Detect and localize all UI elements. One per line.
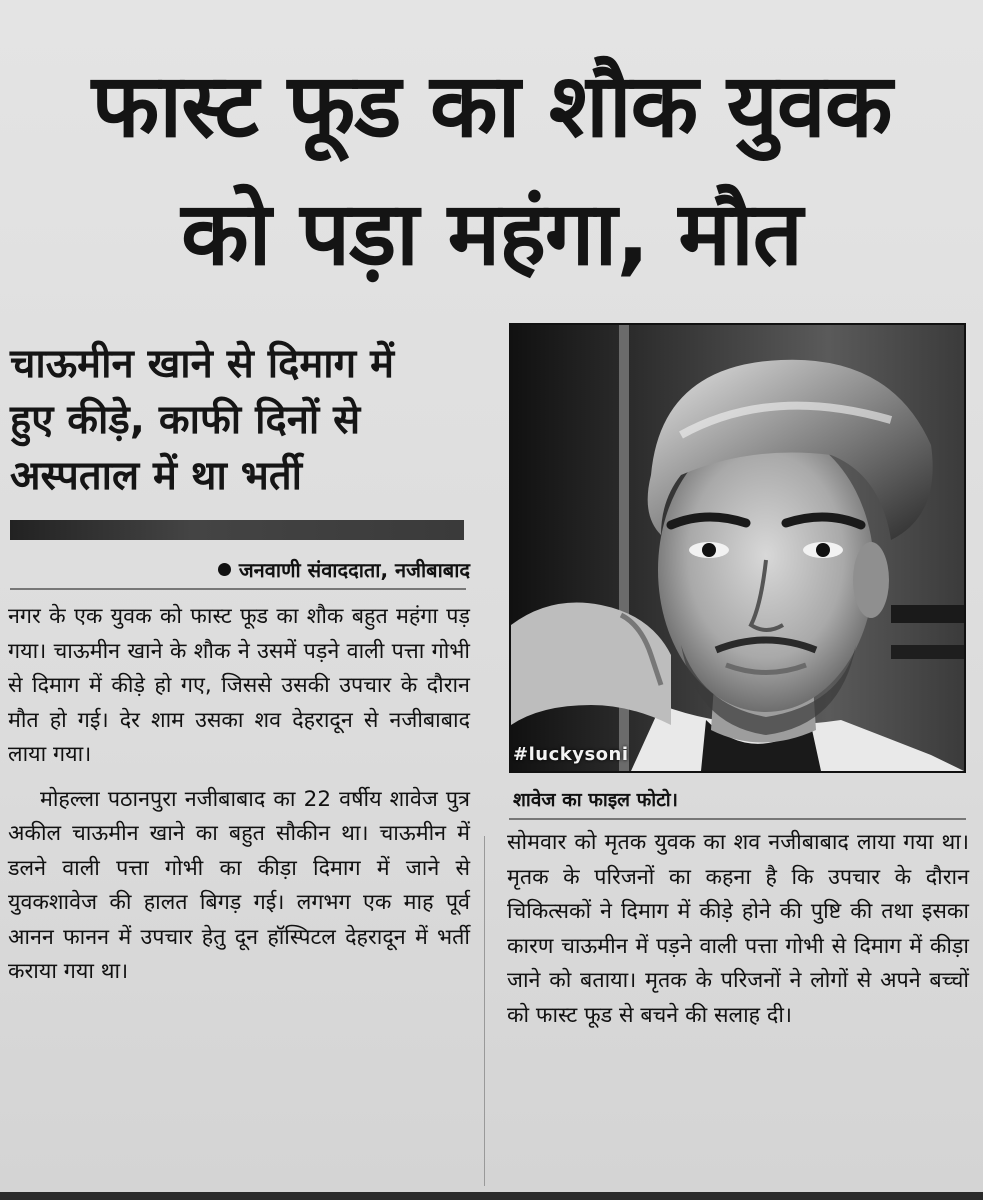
subheadline: [10, 336, 480, 504]
article-column-left: [8, 600, 470, 1000]
subheadline-line-1: चाऊमीन खाने से दिमाग में: [10, 341, 394, 387]
portrait-photo: [509, 323, 966, 773]
headline-line-1: फास्ट फूड का शौक युवक: [91, 54, 892, 157]
headline-line-2: को पड़ा महंगा, मौत: [181, 182, 802, 285]
bullet-icon: [218, 563, 231, 576]
byline-text: जनवाणी संवाददाता, नजीबाबाद: [238, 558, 470, 582]
portrait-illustration: [511, 325, 964, 771]
article-paragraph-2: मोहल्ला पठानपुरा नजीबाबाद का 22 वर्षीय शावेज पुत्र अकील चाऊमीन खाने का बहुत सौकीन था। चाऊमीन में डलने वाली पत्ता गोभी का कीड़ा दिमाग में जाने से युवकशावेज की हालत बिगड़ गई। लगभग एक माह पूर्व आनन फानन में उपचार हेतु दून हॉस्पिटल देहरादून में भर्ती कराया गया था।: [8, 786, 470, 984]
byline: [110, 556, 470, 583]
subheadline-line-2: हुए कीड़े, काफी दिनों से: [10, 397, 361, 443]
article-column-right: [507, 826, 969, 1043]
subheadline-bar: [10, 520, 464, 540]
subheadline-line-3: अस्पताल में था भर्ती: [10, 453, 303, 499]
column-divider: [484, 836, 485, 1186]
photo-caption: शावेज का फाइल फोटो।: [513, 789, 678, 811]
caption-divider: [509, 818, 966, 820]
byline-divider: [10, 588, 466, 590]
article-paragraph-3: सोमवार को मृतक युवक का शव नजीबाबाद लाया गया था। मृतक के परिजनों का कहना है कि उपचार के दौरान चिकित्सकों ने दिमाग में कीड़े होने की पुष्टि की तथा इसका कारण चाऊमीन में पड़ने वाली पत्ता गोभी से दिमाग में कीड़ा जाने को बताया। मृतक के परिजनों ने लोगों से अपने बच्चों को फास्ट फूड से बचने की सलाह दी।: [507, 830, 969, 1028]
article-paragraph-1: नगर के एक युवक को फास्ट फूड का शौक बहुत महंगा पड़ गया। चाऊमीन खाने के शौक ने उसमें पड़ने वाली पत्ता गोभी से दिमाग में कीड़े हो गए, जिससे उसकी उपचार के दौरान मौत हो गई। देर शाम उसका शव देहरादून से नजीबाबाद लाया गया।: [8, 604, 470, 767]
headline: [0, 42, 983, 298]
photo-watermark: #luckysoni: [513, 744, 629, 765]
page-bottom-border: [0, 1192, 983, 1200]
